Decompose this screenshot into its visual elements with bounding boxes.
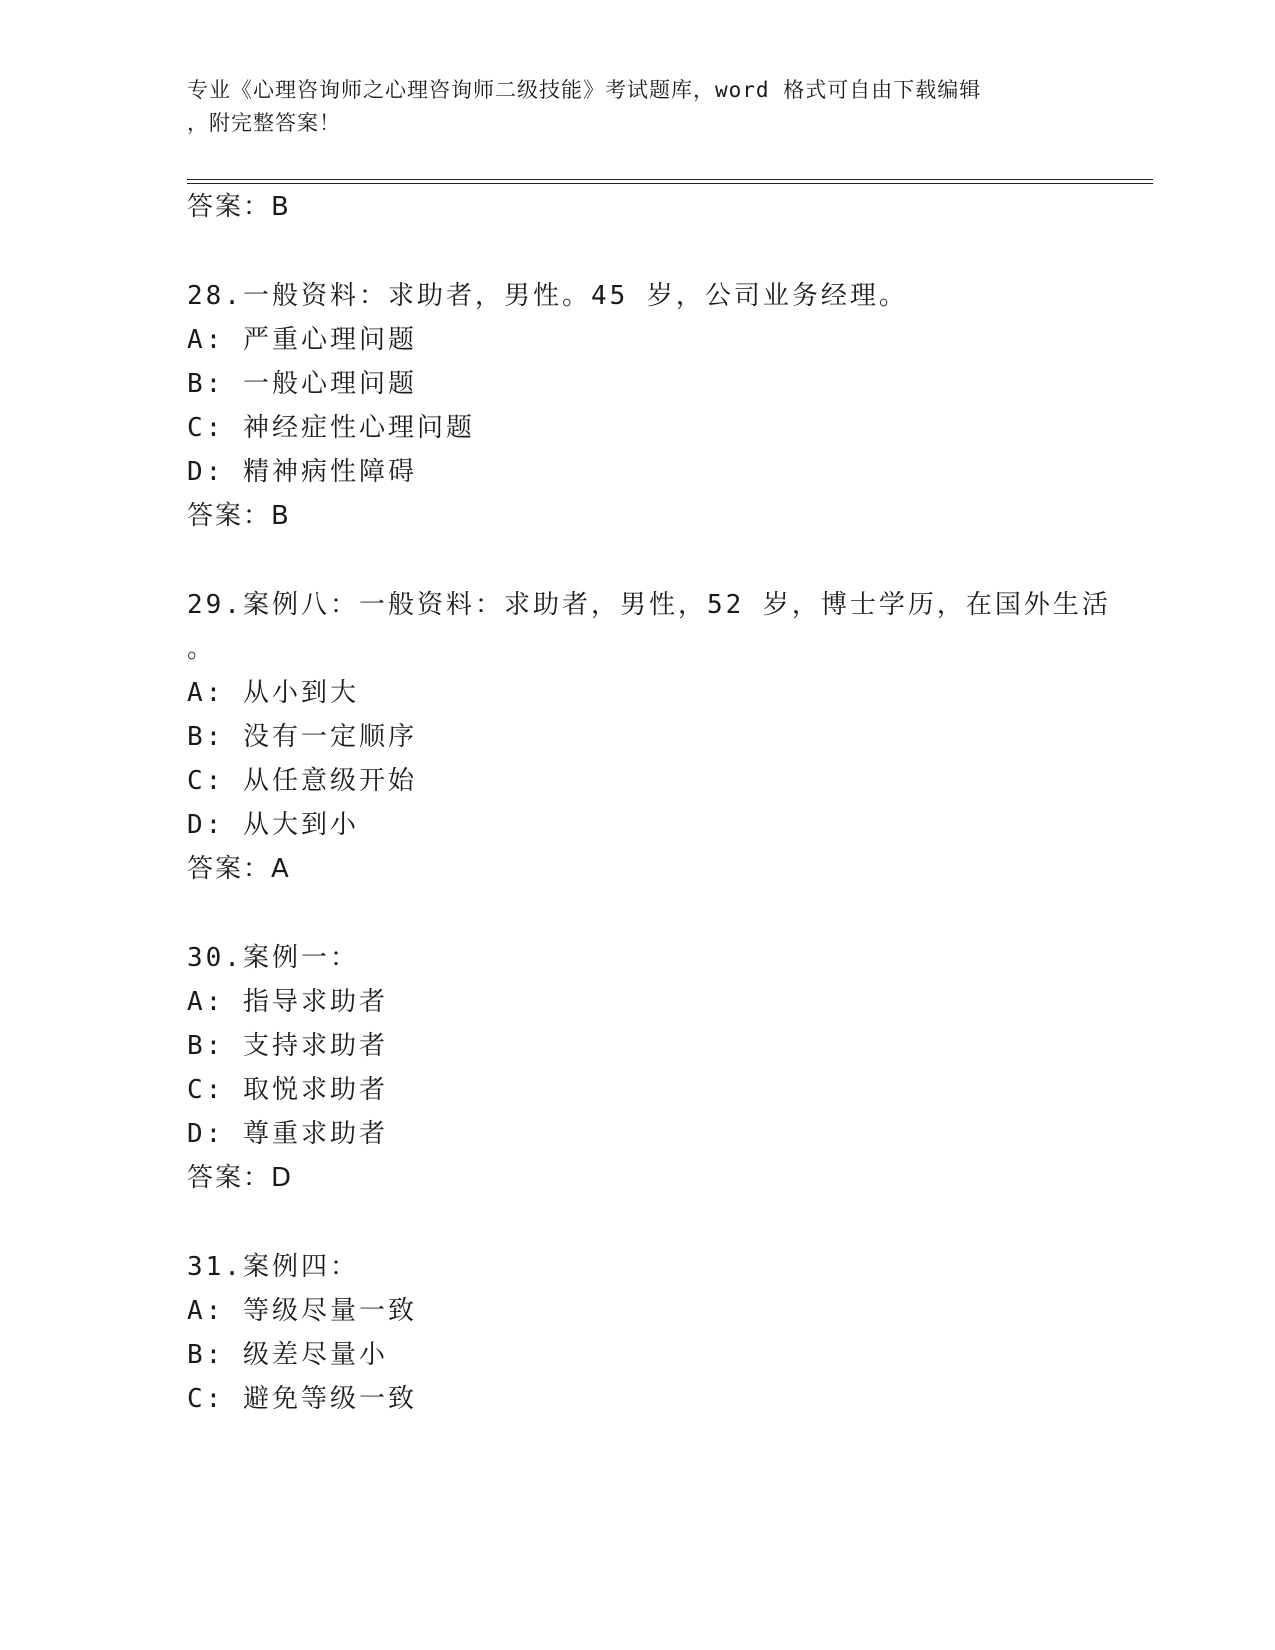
answer-30: 答案：D (187, 1163, 294, 1193)
question-28-option-d: D: 精神病性障碍 (187, 457, 417, 487)
question-30-option-d: D: 尊重求助者 (187, 1119, 388, 1149)
question-28-option-a: A: 严重心理问题 (187, 325, 417, 355)
answer-27: 答案：B (187, 192, 291, 222)
question-30-option-b: B: 支持求助者 (187, 1031, 388, 1061)
header-line-1: 专业《心理咨询师之心理咨询师二级技能》考试题库，word 格式可自由下载编辑 (187, 78, 982, 102)
question-30-stem: 30.案例一： (187, 943, 359, 973)
question-29-stem: 29.案例八：一般资料：求助者，男性，52 岁，博士学历，在国外生活 (187, 590, 1111, 620)
question-29-stem-continued: 。 (187, 634, 217, 664)
question-30-option-c: C: 取悦求助者 (187, 1075, 388, 1105)
question-29-option-d: D: 从大到小 (187, 810, 359, 840)
header-line-2: ，附完整答案！ (187, 111, 341, 135)
question-31-option-b: B: 级差尽量小 (187, 1340, 388, 1370)
question-31-option-a: A: 等级尽量一致 (187, 1296, 417, 1326)
question-29-option-a: A: 从小到大 (187, 678, 359, 708)
answer-28: 答案：B (187, 501, 291, 531)
question-29-option-c: C: 从任意级开始 (187, 766, 417, 796)
question-28-option-c: C: 神经症性心理问题 (187, 413, 475, 443)
question-28-option-b: B: 一般心理问题 (187, 369, 417, 399)
question-30-option-a: A: 指导求助者 (187, 987, 388, 1017)
question-31-option-c: C: 避免等级一致 (187, 1384, 417, 1414)
header-divider-top (187, 179, 1153, 180)
header-divider-bottom (187, 183, 1153, 184)
question-29-option-b: B: 没有一定顺序 (187, 722, 417, 752)
answer-29: 答案：A (187, 854, 291, 884)
question-28-stem: 28.一般资料：求助者，男性。45 岁，公司业务经理。 (187, 281, 908, 311)
document-header (187, 74, 1067, 140)
question-31-stem: 31.案例四： (187, 1252, 359, 1282)
